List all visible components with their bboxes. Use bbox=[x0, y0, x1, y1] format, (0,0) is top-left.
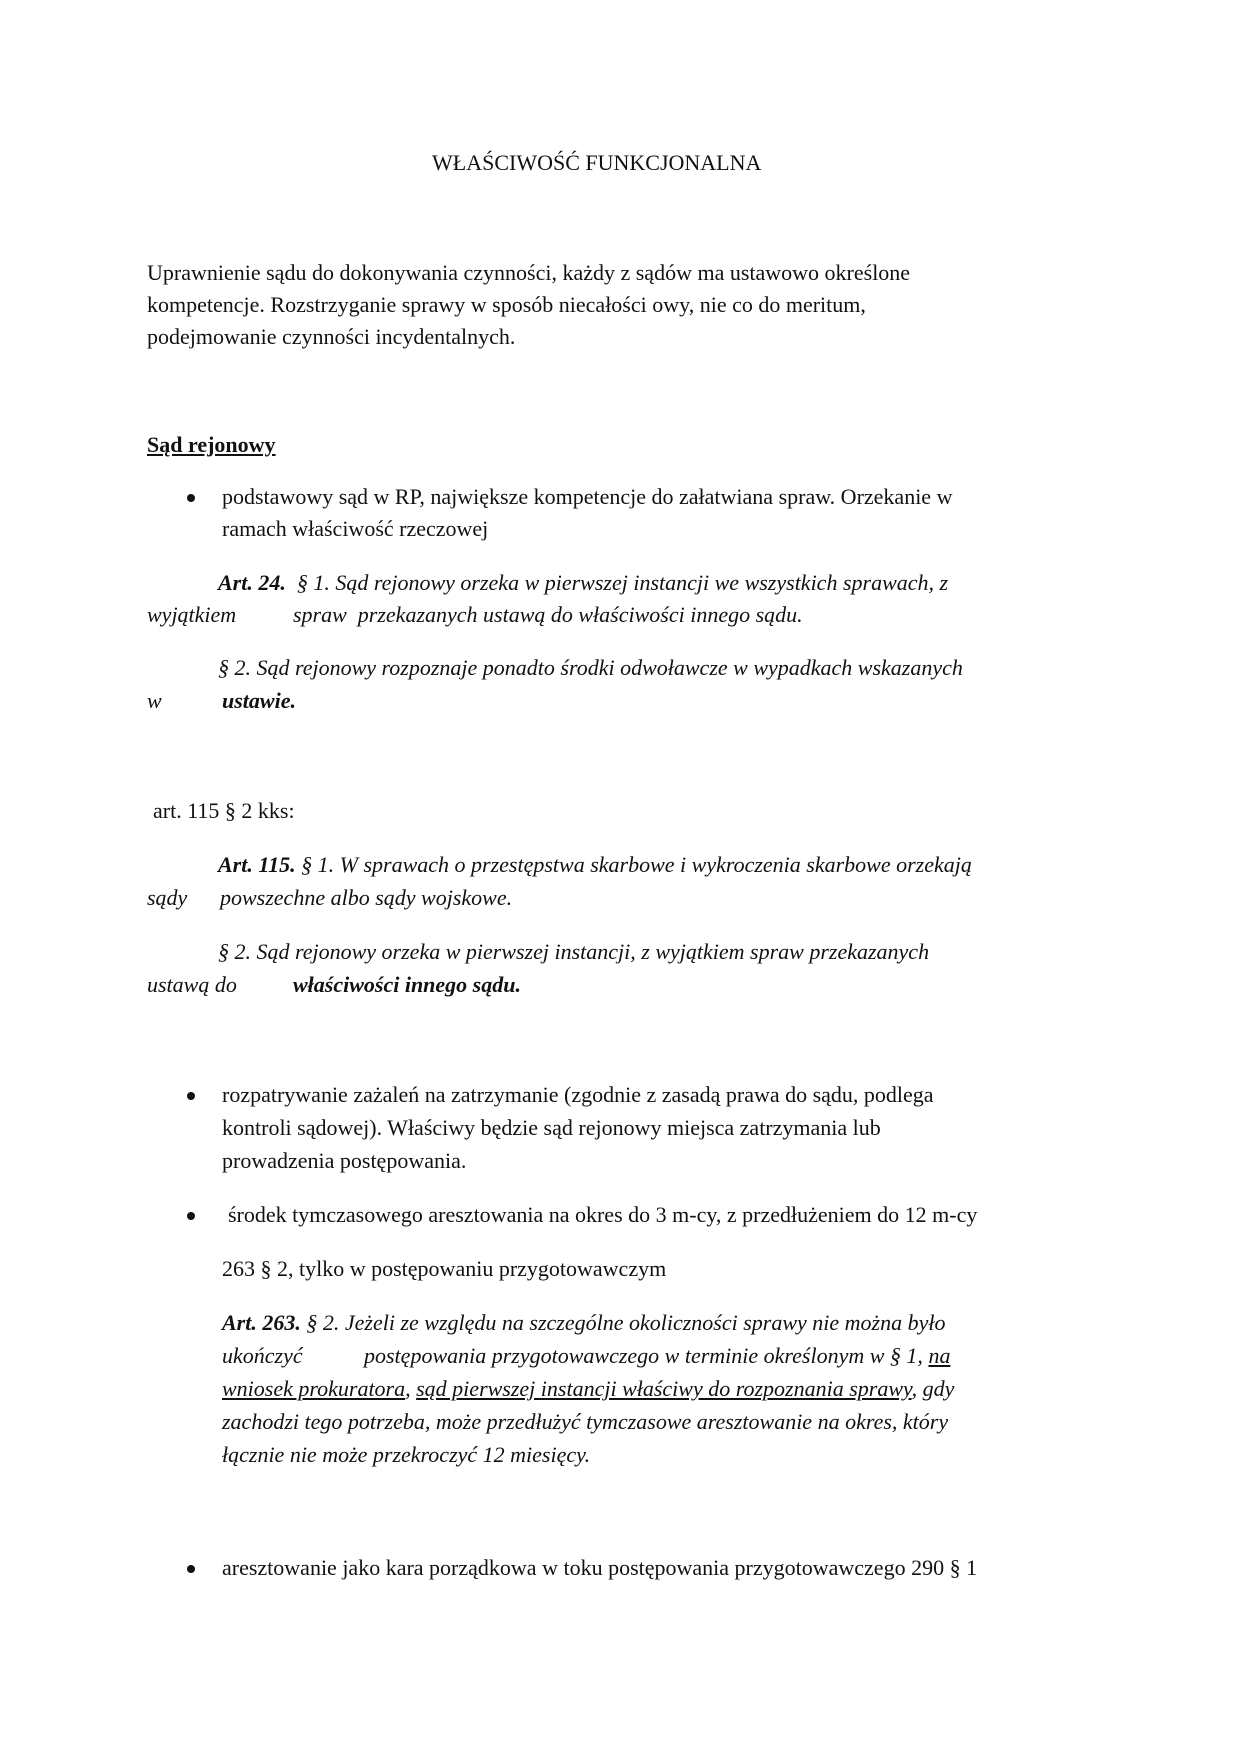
art263-reference: 263 § 2, tylko w postępowaniu przygotowawczym bbox=[222, 1256, 667, 1281]
bullet-3-line-1: środek tymczasowego aresztowania na okres do 3 m-cy, z przedłużeniem do 12 m-cy bbox=[228, 1202, 978, 1227]
art115-p1-line2b: powszechne albo sądy wojskowe. bbox=[220, 885, 513, 910]
art24-p1-line2a: wyjątkiem bbox=[147, 602, 237, 627]
art115-p2-line2b: właściwości innego sądu. bbox=[293, 972, 521, 997]
document-title: WŁAŚCIWOŚĆ FUNKCJONALNA bbox=[432, 150, 762, 175]
art263-line-5: łącznie nie może przekroczyć 12 miesięcy. bbox=[222, 1442, 591, 1467]
bullet-marker bbox=[187, 494, 195, 502]
art24-label: Art. 24. bbox=[218, 570, 286, 595]
art263-line-2 bbox=[364, 1345, 950, 1367]
bullet-marker bbox=[187, 1565, 195, 1573]
art263-l1: § 2. Jeżeli ze względu na szczególne okoliczności sprawy nie można było bbox=[306, 1310, 946, 1335]
art115-paragraph-1 bbox=[218, 854, 972, 876]
intro-line-1: Uprawnienie sądu do dokonywania czynności, każdy z sądów ma ustawowo określone bbox=[147, 260, 911, 285]
art24-p2-line2a: w bbox=[147, 688, 162, 713]
art24-p2-line2b: ustawie. bbox=[222, 688, 296, 713]
art115-p1-line1: § 1. W sprawach o przestępstwa skarbowe i wykroczenia skarbowe orzekają bbox=[301, 852, 972, 877]
bullet-marker bbox=[187, 1212, 195, 1220]
art263-l3b: , bbox=[405, 1376, 417, 1401]
art115-p2-line1: § 2. Sąd rejonowy orzeka w pierwszej instancji, z wyjątkiem spraw przekazanych bbox=[218, 939, 930, 964]
intro-line-2: kompetencje. Rozstrzyganie sprawy w sposób niecałości owy, nie co do meritum, bbox=[147, 292, 866, 317]
art115-p1-line2a: sądy bbox=[147, 885, 188, 910]
art24-p1-line2b: spraw przekazanych ustawą do właściwości innego sądu. bbox=[293, 602, 803, 627]
art263-line-4: zachodzi tego potrzeba, może przedłużyć tymczasowe aresztowanie na okres, który bbox=[222, 1409, 949, 1434]
art24-paragraph-1 bbox=[218, 572, 948, 594]
bullet-4-line-1: aresztowanie jako kara porządkowa w toku postępowania przygotowawczego 290 § 1 bbox=[222, 1555, 978, 1580]
art115-label: Art. 115. bbox=[218, 852, 296, 877]
art263-line-1 bbox=[222, 1312, 946, 1334]
art263-l3c: sąd pierwszej instancji właściwy do rozpoznania sprawy bbox=[416, 1376, 912, 1401]
intro-line-3: podejmowanie czynności incydentalnych. bbox=[147, 324, 516, 349]
art115-p2-line2a: ustawą do bbox=[147, 972, 237, 997]
art263-label: Art. 263. bbox=[222, 1310, 301, 1335]
bullet-1-line-1: podstawowy sąd w RP, największe kompetencje do załatwiana spraw. Orzekanie w bbox=[222, 484, 953, 509]
bullet-marker bbox=[187, 1092, 195, 1100]
art263-l3a: wniosek prokuratora bbox=[222, 1376, 406, 1401]
art263-l2a: ukończyć bbox=[222, 1343, 303, 1368]
bullet-2-line-1: rozpatrywanie zażaleń na zatrzymanie (zgodnie z zasadą prawa do sądu, podlega bbox=[222, 1082, 934, 1107]
art263-line-3 bbox=[222, 1378, 954, 1400]
bullet-2-line-2: kontroli sądowej). Właściwy będzie sąd rejonowy miejsca zatrzymania lub bbox=[222, 1115, 881, 1140]
art24-p2-line1: § 2. Sąd rejonowy rozpoznaje ponadto środki odwoławcze w wypadkach wskazanych bbox=[218, 655, 963, 680]
bullet-1-line-2: ramach właściwość rzeczowej bbox=[222, 516, 489, 541]
bullet-2-line-3: prowadzenia postępowania. bbox=[222, 1148, 467, 1173]
kks-reference: art. 115 § 2 kks: bbox=[153, 798, 295, 823]
art263-l3d: , gdy bbox=[911, 1376, 955, 1401]
section-heading: Sąd rejonowy bbox=[147, 432, 276, 457]
art24-p1-line1: § 1. Sąd rejonowy orzeka w pierwszej instancji we wszystkich sprawach, z bbox=[296, 570, 949, 595]
art263-l2b: postępowania przygotowawczego w terminie określonym w § 1, bbox=[364, 1343, 929, 1368]
art263-l2c: na bbox=[928, 1343, 951, 1368]
